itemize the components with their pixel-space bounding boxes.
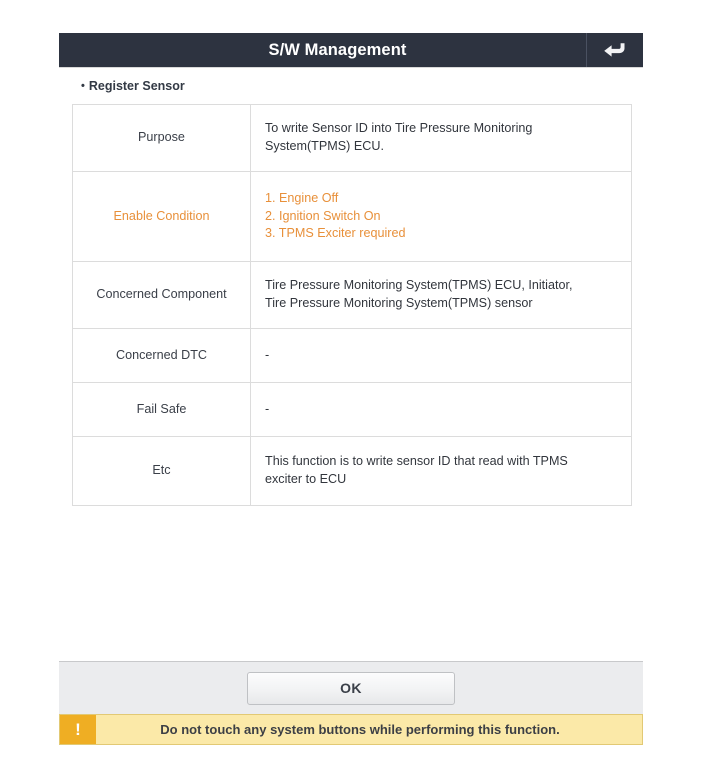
value-line: exciter to ECU	[265, 472, 347, 486]
row-label: Purpose	[73, 105, 251, 172]
return-arrow-icon	[602, 40, 628, 60]
bottom-action-panel	[59, 661, 643, 714]
value-line: -	[265, 401, 270, 416]
function-info-table	[72, 104, 632, 506]
value-line: 2. Ignition Switch On	[265, 208, 381, 223]
row-label: Fail Safe	[73, 383, 251, 437]
value-line: To write Sensor ID into Tire Pressure Monitoring	[265, 121, 533, 136]
row-value	[251, 262, 632, 329]
row-label: Enable Condition	[73, 172, 251, 262]
row-label: Concerned DTC	[73, 329, 251, 383]
bullet-icon: •	[81, 79, 85, 92]
ok-button[interactable]: OK	[247, 672, 455, 705]
row-value	[251, 105, 632, 172]
value-line: System(TPMS) ECU.	[265, 139, 384, 153]
value-line: 3. TPMS Exciter required	[265, 226, 406, 241]
row-value	[251, 329, 632, 383]
row-label-line: Component	[161, 287, 227, 302]
row-value	[251, 437, 632, 506]
exclamation-icon: !	[60, 715, 96, 744]
row-label	[73, 262, 251, 329]
value-line: This function is to write sensor ID that read with TPMS	[265, 454, 568, 469]
row-label: Etc	[73, 437, 251, 506]
section-title: Register Sensor	[88, 79, 185, 93]
back-button[interactable]	[586, 33, 643, 67]
table-row	[73, 262, 632, 329]
value-line: Tire Pressure Monitoring System(TPMS) ECU, Initiator,	[265, 278, 573, 293]
table-row	[73, 105, 632, 172]
value-line: Tire Pressure Monitoring System(TPMS) sensor	[265, 296, 533, 310]
row-label-line: Concerned	[96, 287, 158, 302]
section-heading	[59, 79, 643, 93]
page-title: S/W Management	[268, 40, 407, 59]
row-value	[251, 172, 632, 262]
sw-management-dialog	[59, 33, 643, 506]
table-row	[73, 383, 632, 437]
table-row	[73, 437, 632, 506]
warning-bar	[59, 714, 643, 745]
value-line: -	[265, 347, 270, 362]
table-row	[73, 172, 632, 262]
row-value	[251, 383, 632, 437]
table-row	[73, 329, 632, 383]
warning-message: Do not touch any system buttons while performing this function.	[160, 722, 560, 737]
dialog-titlebar	[59, 33, 643, 67]
value-line: 1. Engine Off	[265, 190, 339, 205]
